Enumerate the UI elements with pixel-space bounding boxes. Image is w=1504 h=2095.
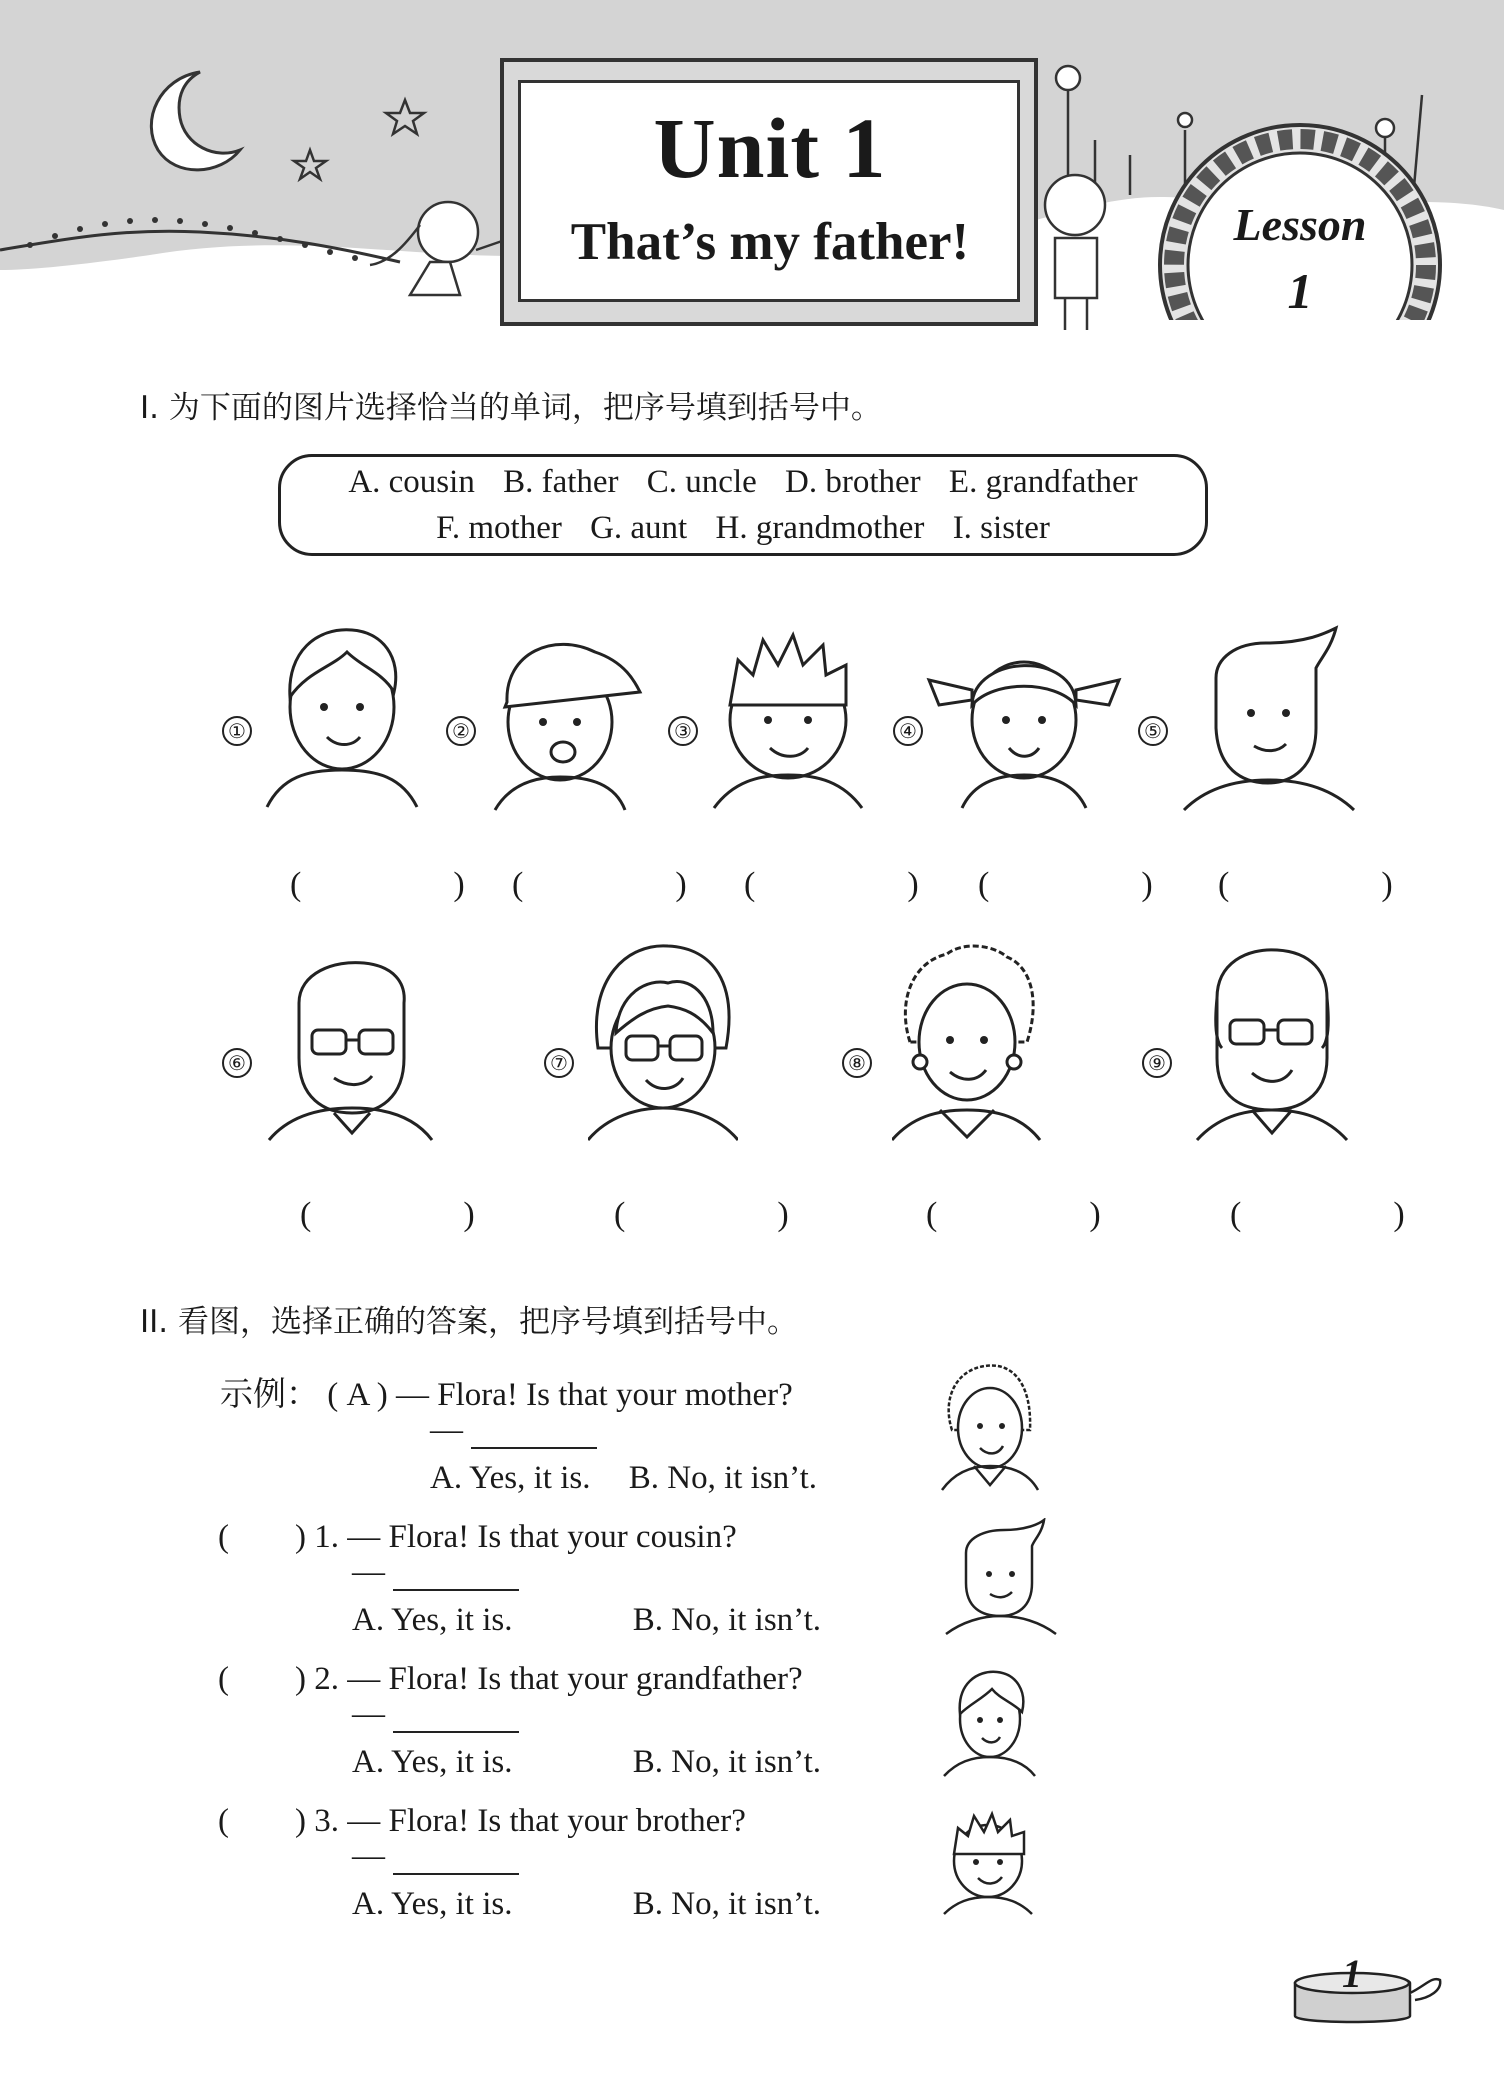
dash: — (430, 1412, 463, 1448)
boy-figure-icon (1045, 175, 1105, 330)
dash: — (352, 1554, 385, 1590)
picture-number: ③ (668, 716, 698, 746)
dash: — (352, 1838, 385, 1874)
picture-number: ④ (893, 716, 923, 746)
grandfather-face-icon (1192, 938, 1352, 1142)
option-b: B. No, it isn’t. (632, 1886, 821, 1922)
section-2-title: II. 看图，选择正确的答案，把序号填到括号中。 (140, 1304, 798, 1340)
option-a: A. Yes, it is. (352, 1886, 513, 1922)
answer-parentheses[interactable]: ( ) (290, 866, 493, 903)
word-bank-line-2 (278, 510, 1208, 547)
picture-number: ⑧ (842, 1048, 872, 1078)
picture-number: ⑤ (1138, 716, 1168, 746)
option-b: B. No, it isn’t. (632, 1602, 821, 1638)
answer-blank[interactable] (393, 1561, 519, 1591)
unit-subtitle: That’s my father! (570, 213, 970, 271)
reply-line (352, 1554, 519, 1591)
answer-parentheses[interactable]: ( ) (1230, 1196, 1433, 1233)
word-option: B. father (503, 464, 619, 500)
lesson-label: Lesson (1233, 199, 1367, 250)
boy-spiky-face-icon (708, 620, 868, 812)
picture-number: ⑦ (544, 1048, 574, 1078)
answer-blank[interactable] (393, 1703, 519, 1733)
question-text: 1. — Flora! Is that your cousin? (314, 1519, 737, 1555)
example-label: 示例： (220, 1374, 319, 1413)
unit-title: Unit 1 (653, 100, 887, 196)
answer-parentheses[interactable]: ( ) (512, 866, 715, 903)
word-option: G. aunt (590, 510, 688, 546)
woman-curly-face-icon (892, 942, 1042, 1142)
man-face-icon (1176, 618, 1361, 812)
answer-blank[interactable] (393, 1845, 519, 1875)
boy-face-icon (262, 612, 422, 812)
option-a: A. Yes, it is. (352, 1602, 513, 1638)
answer-parentheses[interactable]: ( ) (614, 1196, 817, 1233)
option-a: A. Yes, it is. (352, 1744, 513, 1780)
options-line (352, 1886, 821, 1923)
options-line (352, 1602, 821, 1639)
example-answer: ( A ) (327, 1377, 388, 1413)
page-number: 1 (1342, 1951, 1362, 1996)
reply-line (352, 1838, 519, 1875)
option-a: A. Yes, it is. (430, 1460, 591, 1496)
word-option: D. brother (785, 464, 921, 500)
lesson-number: 1 (1287, 263, 1313, 319)
word-option: E. grandfather (948, 464, 1138, 500)
picture-number: ② (446, 716, 476, 746)
options-line (352, 1744, 821, 1781)
woman-curly-face-icon (940, 1360, 1040, 1492)
dash: — (352, 1696, 385, 1732)
option-b: B. No, it isn’t. (632, 1744, 821, 1780)
answer-parentheses[interactable]: ( ) (300, 1196, 503, 1233)
picture-number: ① (222, 716, 252, 746)
boy-spiky-face-icon (940, 1806, 1035, 1916)
answer-parentheses[interactable]: ( ) (218, 1661, 306, 1697)
question-text: 2. — Flora! Is that your grandfather? (314, 1661, 803, 1697)
question-line (218, 1794, 746, 1841)
man-face-icon (944, 1518, 1059, 1636)
picture-number: ⑥ (222, 1048, 252, 1078)
answer-parentheses[interactable]: ( ) (218, 1519, 306, 1555)
tree-stump-icon (1290, 1958, 1445, 2028)
answer-blank[interactable] (471, 1419, 597, 1449)
example-question-line (220, 1368, 793, 1415)
question-line (218, 1510, 737, 1557)
word-option: C. uncle (646, 464, 757, 500)
answer-parentheses[interactable]: ( ) (218, 1803, 306, 1839)
girl-pigtails-face-icon (924, 620, 1124, 812)
word-option: H. grandmother (715, 510, 925, 546)
answer-parentheses[interactable]: ( ) (978, 866, 1181, 903)
option-b: B. No, it isn’t. (628, 1460, 817, 1496)
example-reply-line (430, 1412, 597, 1449)
example-options (430, 1460, 817, 1497)
question-line (218, 1652, 803, 1699)
answer-parentheses[interactable]: ( ) (926, 1196, 1129, 1233)
section-1-title: I. 为下面的图片选择恰当的单词，把序号填到括号中。 (140, 390, 882, 426)
word-option: F. mother (436, 510, 562, 546)
woman-glasses-face-icon (588, 938, 738, 1142)
example-question: — Flora! Is that your mother? (396, 1377, 793, 1413)
boy-face-icon (942, 1664, 1037, 1778)
picture-number: ⑨ (1142, 1048, 1172, 1078)
word-option: I. sister (952, 510, 1050, 546)
boy-cap-face-icon (485, 622, 645, 812)
reply-line (352, 1696, 519, 1733)
answer-parentheses[interactable]: ( ) (1218, 866, 1421, 903)
question-text: 3. — Flora! Is that your brother? (314, 1803, 746, 1839)
word-bank-line-1 (278, 464, 1208, 501)
answer-parentheses[interactable]: ( ) (744, 866, 947, 903)
man-glasses-face-icon (264, 948, 434, 1142)
word-option: A. cousin (348, 464, 475, 500)
